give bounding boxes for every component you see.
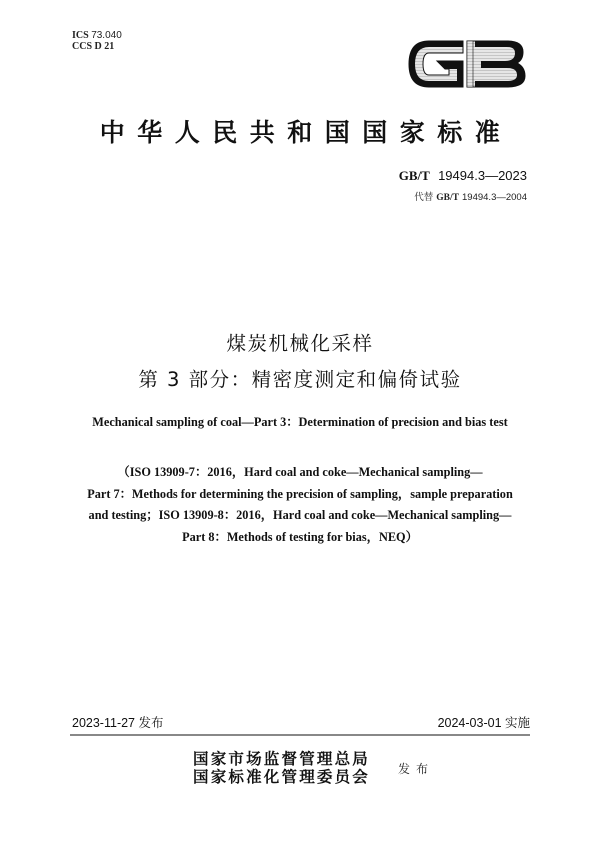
ccs-code	[72, 41, 122, 52]
ics-value: 73.040	[91, 30, 122, 41]
ics-label: ICS	[72, 30, 89, 41]
chinese-title-line-1: 煤炭机械化采样	[226, 332, 374, 355]
ccs-value: D 21	[94, 41, 115, 52]
footer-divider	[70, 734, 530, 736]
replaces-label: 代替	[414, 192, 434, 203]
adoption-line: and testing；ISO 13909-8：2016，Hard coal and coke—Mechanical sampling—	[88, 508, 512, 522]
standard-number	[399, 168, 527, 184]
date-row	[72, 713, 530, 731]
standard-prefix: GB/T	[398, 168, 430, 183]
chinese-title-line-2: 第 3 部分：精密度测定和偏倚试验	[138, 368, 462, 391]
standard-number-value: 19494.3—2023	[438, 168, 527, 183]
adoption-line: （ISO 13909-7：2016，Hard coal and coke—Mechanical sampling—	[117, 465, 483, 479]
issue-label: 发布	[398, 762, 435, 776]
implement-date: 2024-03-01 实施	[437, 716, 530, 730]
publish-date: 2023-11-27 发布	[72, 716, 164, 730]
publishers	[193, 750, 370, 786]
ccs-label: CCS	[72, 41, 93, 52]
ics-code	[72, 30, 122, 41]
adoption-line: Part 8：Methods of testing for bias，NEQ）	[182, 529, 418, 544]
classification-codes	[72, 30, 122, 52]
gb-logo-icon	[407, 39, 527, 89]
replaces-number: 19494.3—2004	[462, 192, 527, 203]
national-standard-title: 中华人民共和国国家标准	[99, 118, 513, 147]
adoption-line: Part 7：Methods for determining the precision of sampling，sample preparation	[87, 486, 513, 501]
publisher-sac: 国家标准化管理委员会	[193, 767, 371, 786]
replaces-standard	[414, 189, 527, 203]
international-adoption-note	[40, 462, 560, 548]
publisher-samr: 国家市场监督管理总局	[193, 749, 371, 768]
english-title: Mechanical sampling of coal—Part 3：Determination of precision and bias test	[92, 415, 508, 429]
replaces-prefix: GB/T	[436, 193, 459, 203]
